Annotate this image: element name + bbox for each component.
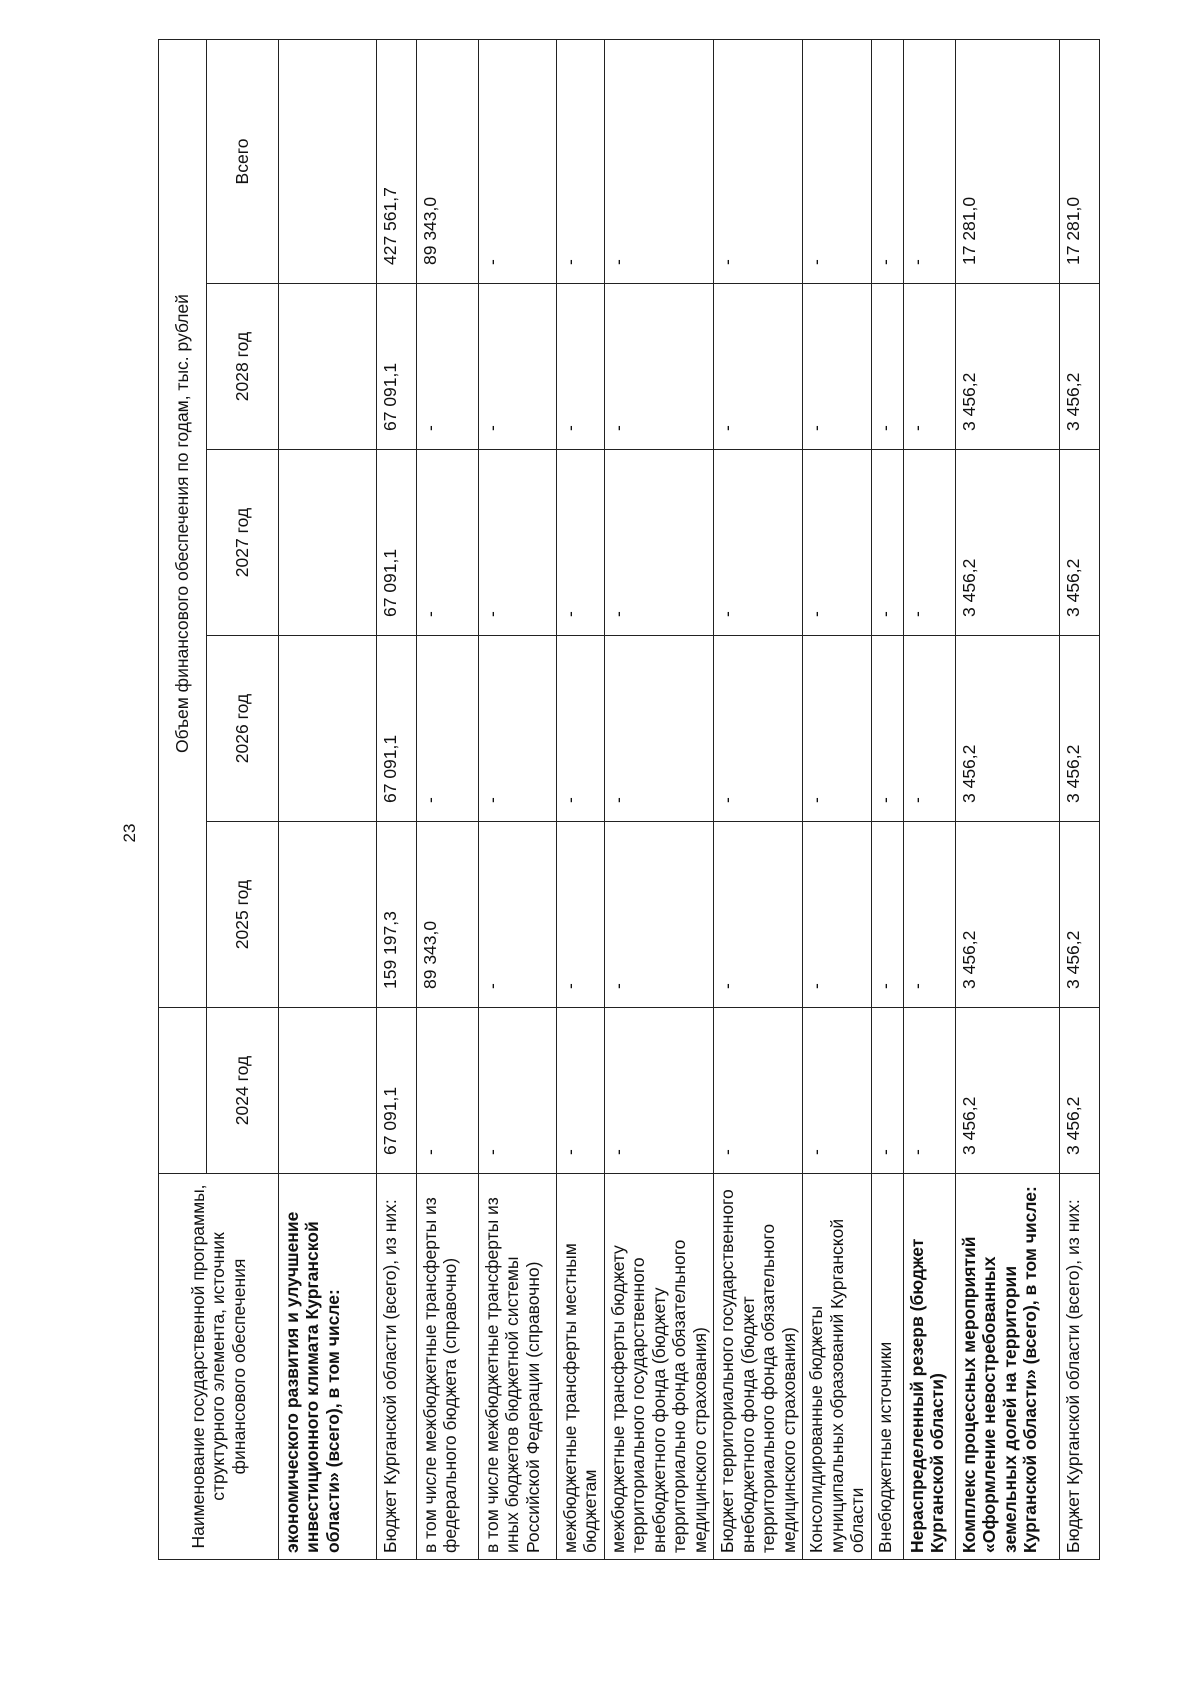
row-value: 67 091,1	[377, 1008, 417, 1174]
row-value: -	[903, 39, 955, 283]
row-value: -	[803, 284, 871, 450]
row-value: -	[714, 822, 803, 1008]
row-name: в том числе межбюджетные трансферты из иных бюджетов бюджетной системы Российской Федерации (справочно)	[479, 1174, 557, 1560]
row-value: 67 091,1	[377, 636, 417, 822]
row-value: 3 456,2	[1059, 450, 1099, 636]
table-row	[871, 39, 903, 1559]
row-value: -	[871, 39, 903, 283]
row-value: -	[903, 284, 955, 450]
page-number: 23	[120, 823, 139, 843]
row-value: 89 343,0	[417, 39, 479, 283]
row-value: -	[417, 1008, 479, 1174]
row-value: 427 561,7	[377, 39, 417, 283]
row-value: -	[871, 636, 903, 822]
row-value: 3 456,2	[1059, 1008, 1099, 1174]
row-value: -	[903, 1008, 955, 1174]
row-value: -	[714, 39, 803, 283]
table-row	[714, 39, 803, 1559]
row-value	[279, 39, 377, 283]
row-value	[279, 1008, 377, 1174]
row-name: в том числе межбюджетные трансферты из федерального бюджета (справочно)	[417, 1174, 479, 1560]
row-value	[279, 822, 377, 1008]
row-value: 159 197,3	[377, 822, 417, 1008]
row-value	[279, 284, 377, 450]
row-value: 3 456,2	[955, 636, 1059, 822]
row-value: -	[479, 822, 557, 1008]
row-value: 3 456,2	[955, 284, 1059, 450]
row-value: -	[871, 822, 903, 1008]
row-name: Бюджет Курганской области (всего), из них:	[1059, 1174, 1099, 1560]
row-name: межбюджетные трансферты бюджету территориального государственного внебюджетного фонда (бюджету территориально фонда обязательного медицинского страхования)	[604, 1174, 713, 1560]
table-row	[604, 39, 713, 1559]
row-value: -	[871, 1008, 903, 1174]
table-row	[557, 39, 605, 1559]
row-name: Консолидированные бюджеты муниципальных образований Курганской области	[803, 1174, 871, 1560]
row-name: межбюджетные трансферты местным бюджетам	[557, 1174, 605, 1560]
row-value: -	[557, 636, 605, 822]
row-value	[279, 636, 377, 822]
row-value: -	[714, 636, 803, 822]
financing-table	[158, 39, 1100, 1560]
table-row	[1059, 39, 1099, 1559]
row-value: 3 456,2	[955, 450, 1059, 636]
header-year-2027: 2027 год	[207, 450, 279, 636]
row-value: -	[417, 284, 479, 450]
header-year-2028: 2028 год	[207, 284, 279, 450]
row-value: -	[803, 822, 871, 1008]
row-value: -	[479, 284, 557, 450]
row-value: -	[417, 450, 479, 636]
table-row	[279, 39, 377, 1559]
row-value: -	[714, 284, 803, 450]
row-value: 3 456,2	[1059, 822, 1099, 1008]
row-value: -	[803, 1008, 871, 1174]
table-row	[803, 39, 871, 1559]
row-value: -	[604, 636, 713, 822]
row-value: -	[871, 450, 903, 636]
row-name: Нераспределенный резерв (бюджет Курганской области)	[903, 1174, 955, 1560]
row-value: -	[604, 39, 713, 283]
row-value: -	[803, 450, 871, 636]
row-value: 3 456,2	[1059, 284, 1099, 450]
row-value: -	[479, 39, 557, 283]
row-value: -	[714, 1008, 803, 1174]
table-row	[417, 39, 479, 1559]
row-value: 89 343,0	[417, 822, 479, 1008]
row-value: -	[557, 39, 605, 283]
row-value: 3 456,2	[955, 822, 1059, 1008]
row-value: -	[557, 284, 605, 450]
row-value: -	[557, 822, 605, 1008]
row-name: экономического развития и улучшение инвестиционного климата Курганской области» (всего), в том числе:	[279, 1174, 377, 1560]
row-value: -	[557, 450, 605, 636]
row-value: -	[479, 636, 557, 822]
row-value: -	[604, 450, 713, 636]
header-name-column: Наименование государственной программы, структурного элемента, источник финансового обеспечения	[159, 1174, 279, 1560]
row-value: 17 281,0	[955, 39, 1059, 283]
table-row	[377, 39, 417, 1559]
header-year-2024: 2024 год	[207, 1008, 279, 1174]
row-value	[279, 450, 377, 636]
row-value: 67 091,1	[377, 450, 417, 636]
row-value: -	[903, 636, 955, 822]
row-name: Внебюджетные источники	[871, 1174, 903, 1560]
table-row	[955, 39, 1059, 1559]
table-body	[279, 39, 1100, 1559]
row-value: 17 281,0	[1059, 39, 1099, 283]
header-spacer	[159, 1008, 207, 1174]
row-value: -	[479, 450, 557, 636]
row-value: -	[479, 1008, 557, 1174]
table-row	[479, 39, 557, 1559]
row-value: -	[557, 1008, 605, 1174]
table-row	[903, 39, 955, 1559]
row-value: 3 456,2	[955, 1008, 1059, 1174]
header-volume-group: Объем финансового обеспечения по годам, тыс. рублей	[159, 39, 207, 1007]
row-value: -	[871, 284, 903, 450]
row-value: -	[803, 39, 871, 283]
row-name: Бюджет территориального государственного внебюджетного фонда (бюджет территориального фонда обязательного медицинского страхования)	[714, 1174, 803, 1560]
rotated-table-container	[158, 40, 1096, 1560]
header-year-2026: 2026 год	[207, 636, 279, 822]
row-value: -	[903, 450, 955, 636]
row-value: -	[604, 284, 713, 450]
header-total: Всего	[207, 39, 279, 283]
header-year-2025: 2025 год	[207, 822, 279, 1008]
row-value: -	[604, 822, 713, 1008]
row-value: -	[604, 1008, 713, 1174]
row-value: -	[903, 822, 955, 1008]
row-value: 3 456,2	[1059, 636, 1099, 822]
row-name: Комплекс процессных мероприятий «Оформление невостребованных земельных долей на территории Курганской области» (всего), в том числе:	[955, 1174, 1059, 1560]
row-name: Бюджет Курганской области (всего), из них:	[377, 1174, 417, 1560]
row-value: -	[417, 636, 479, 822]
row-value: -	[714, 450, 803, 636]
row-value: 67 091,1	[377, 284, 417, 450]
row-value: -	[803, 636, 871, 822]
